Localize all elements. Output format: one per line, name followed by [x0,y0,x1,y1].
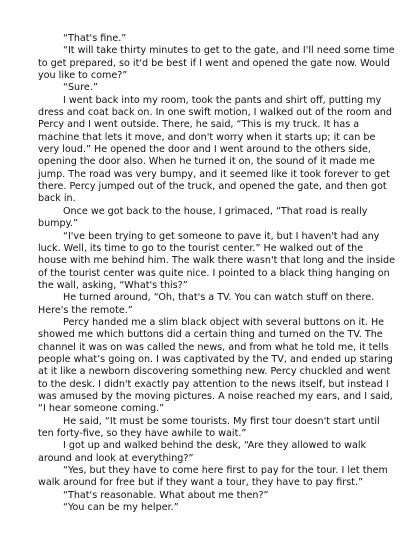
paragraph: “Sure.” [63,82,98,94]
paragraph: “You can be my helper.” [63,502,179,514]
paragraph: He turned around, “Oh, that's a TV. You can watch stuff on there. Here's the remote.” [38,292,375,316]
paragraph: He said, “It must be some tourists. My first tour doesn't start until ten forty-five, so they have awhile to wait.” [38,415,380,439]
paragraph: Once we got back to the house, I grimaced, “That road is really bumpy.” [38,205,368,230]
paragraph: “That's reasonable. What about me then?” [63,489,269,501]
paragraph: “That's fine.” [63,33,127,44]
paragraph: “I've been trying to get someone to pave it, but I haven't had any luck. Well, its time to go to the tourist center.” He walked out of the house with me behind him. The walk there wasn't that long and the inside of the tourist center was quite nice. I pointed to a black thing hanging on the wall, asking, “What's this?” [38,230,395,291]
paragraph: I went back into my room, took the pants and shirt off, putting my dress and coat back on. In one swift motion, I walked out of the room and Percy and I went outside. There, he said, “This is my truck. It has a machine that lets it move, and don't worry when it starts up; it can be very loud.” He opened the door and I went around to the others side, opening the door also. When he turned it on, the sound of it made me jump. The road was very bumpy, and it seemed like it took forever to get there. Percy jumped out of the truck, and opened the gate, and then got back in. [38,94,392,205]
paragraph: “Yes, but they have to come here first to pay for the tour. I let them walk around for free but if they want a tour, they have to pay first.” [38,465,388,489]
paragraph: “It will take thirty minutes to get to the gate, and I'll need some time to get prepared, so it'd be best if I went and opened the gate now. Would you like to come?” [38,45,395,82]
paragraph: I got up and walked behind the desk, “Are they allowed to walk around and look at everything?” [38,440,367,464]
paragraph: Percy handed me a slim black object with several buttons on it. He showed me which buttons did a certain thing and turned on the TV. The channel it was on was called the news, and from what he told me, it tells people what’s going on. I was captivated by the TV, and ended up staring at it like a newborn discovering something new. Percy chuckled and went to the desk. I didn't exactly pay attention to the news itself, but instead I was amused by the moving pictures. A noise reached my ears, and I said, “I hear someone coming.” [38,316,393,415]
